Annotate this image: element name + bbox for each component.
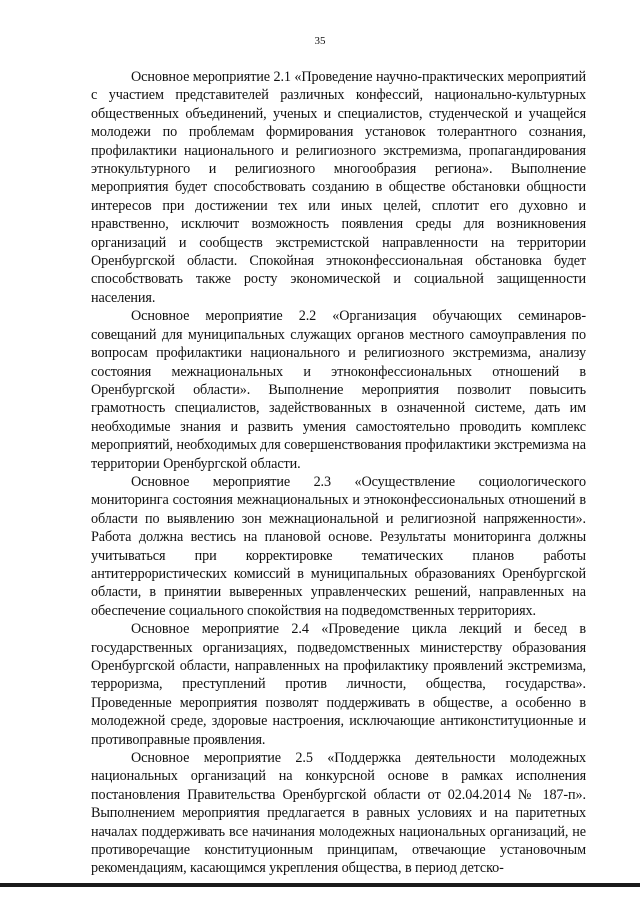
paragraph-event-2-3: Основное мероприятие 2.3 «Осуществление социологического мониторинга состояния межнациональных и этноконфессиональных отношений в области по выявлению зон межнациональной и религиозной напряженности». Работа должна вестись на плановой основе. Результаты мониторинга должны учитываться при корректировке тематических планов работы антитеррористических комиссий в муниципальных образованиях Оренбургской области, в принятии выверенных управленческих решений, направленных на обеспечение социального спокойствия на подведомственных территориях. xyxy=(91,473,586,619)
document-body xyxy=(91,68,586,878)
paragraph-event-2-2: Основное мероприятие 2.2 «Организация обучающих семинаров-совещаний для муниципальных служащих органов местного самоуправления по вопросам профилактики национального и религиозного экстремизма, анализу состояния межнациональных и этноконфессиональных отношений в Оренбургской области». Выполнение мероприятия позволит повысить грамотность специалистов, задействованных в означенной системе, дать им необходимые знания и развить умения самостоятельно проводить комплекс мероприятий, необходимых для совершенствования профилактики экстремизма на территории Оренбургской области. xyxy=(91,308,586,472)
paragraph-event-2-4: Основное мероприятие 2.4 «Проведение цикла лекций и бесед в государственных организациях, подведомственных министерству образования Оренбургской области, направленных на профилактику проявлений экстремизма, терроризма, преступлений против личности, общества, государства». Проведенные мероприятия позволят поддерживать в обществе, а особенно в молодежной среде, здоровые настроения, исключающие антиконституционные и противоправные проявления. xyxy=(91,621,586,748)
paragraph-event-2-5: Основное мероприятие 2.5 «Поддержка деятельности молодежных национальных организаций на конкурсной основе в рамках исполнения постановления Правительства Оренбургской области от 02.04.2014 № 187-п». Выполнением мероприятия предлагается в равных условиях и на паритетных началах поддерживать все начинания молодежных национальных организаций, не противоречащие конституционным принципам, отвечающие установочным рекомендациям, касающимся укрепления общества, в период детско- xyxy=(91,750,586,877)
scan-bottom-edge xyxy=(0,883,640,887)
paragraph-event-2-1: Основное мероприятие 2.1 «Проведение научно-практических мероприятий с участием представителей различных конфессий, национально-культурных общественных объединений, ученых и специалистов, студенческой и учащейся молодежи по проблемам формирования установок толерантного сознания, профилактики национального и религиозного экстремизма, пропагандирования этнокультурного и религиозного многообразия региона». Выполнение мероприятия будет способствовать созданию в обществе обстановки общности интересов при достижении тех или иных целей, сплотит его духовно и нравственно, исключит возможность появления среды для возникновения организаций и сообществ экстремистской направленности на территории Оренбургской области. Спокойная этноконфессиональная обстановка будет способствовать также росту экономической и социальной защищенности населения. xyxy=(91,69,586,306)
page-number: 35 xyxy=(314,35,326,47)
